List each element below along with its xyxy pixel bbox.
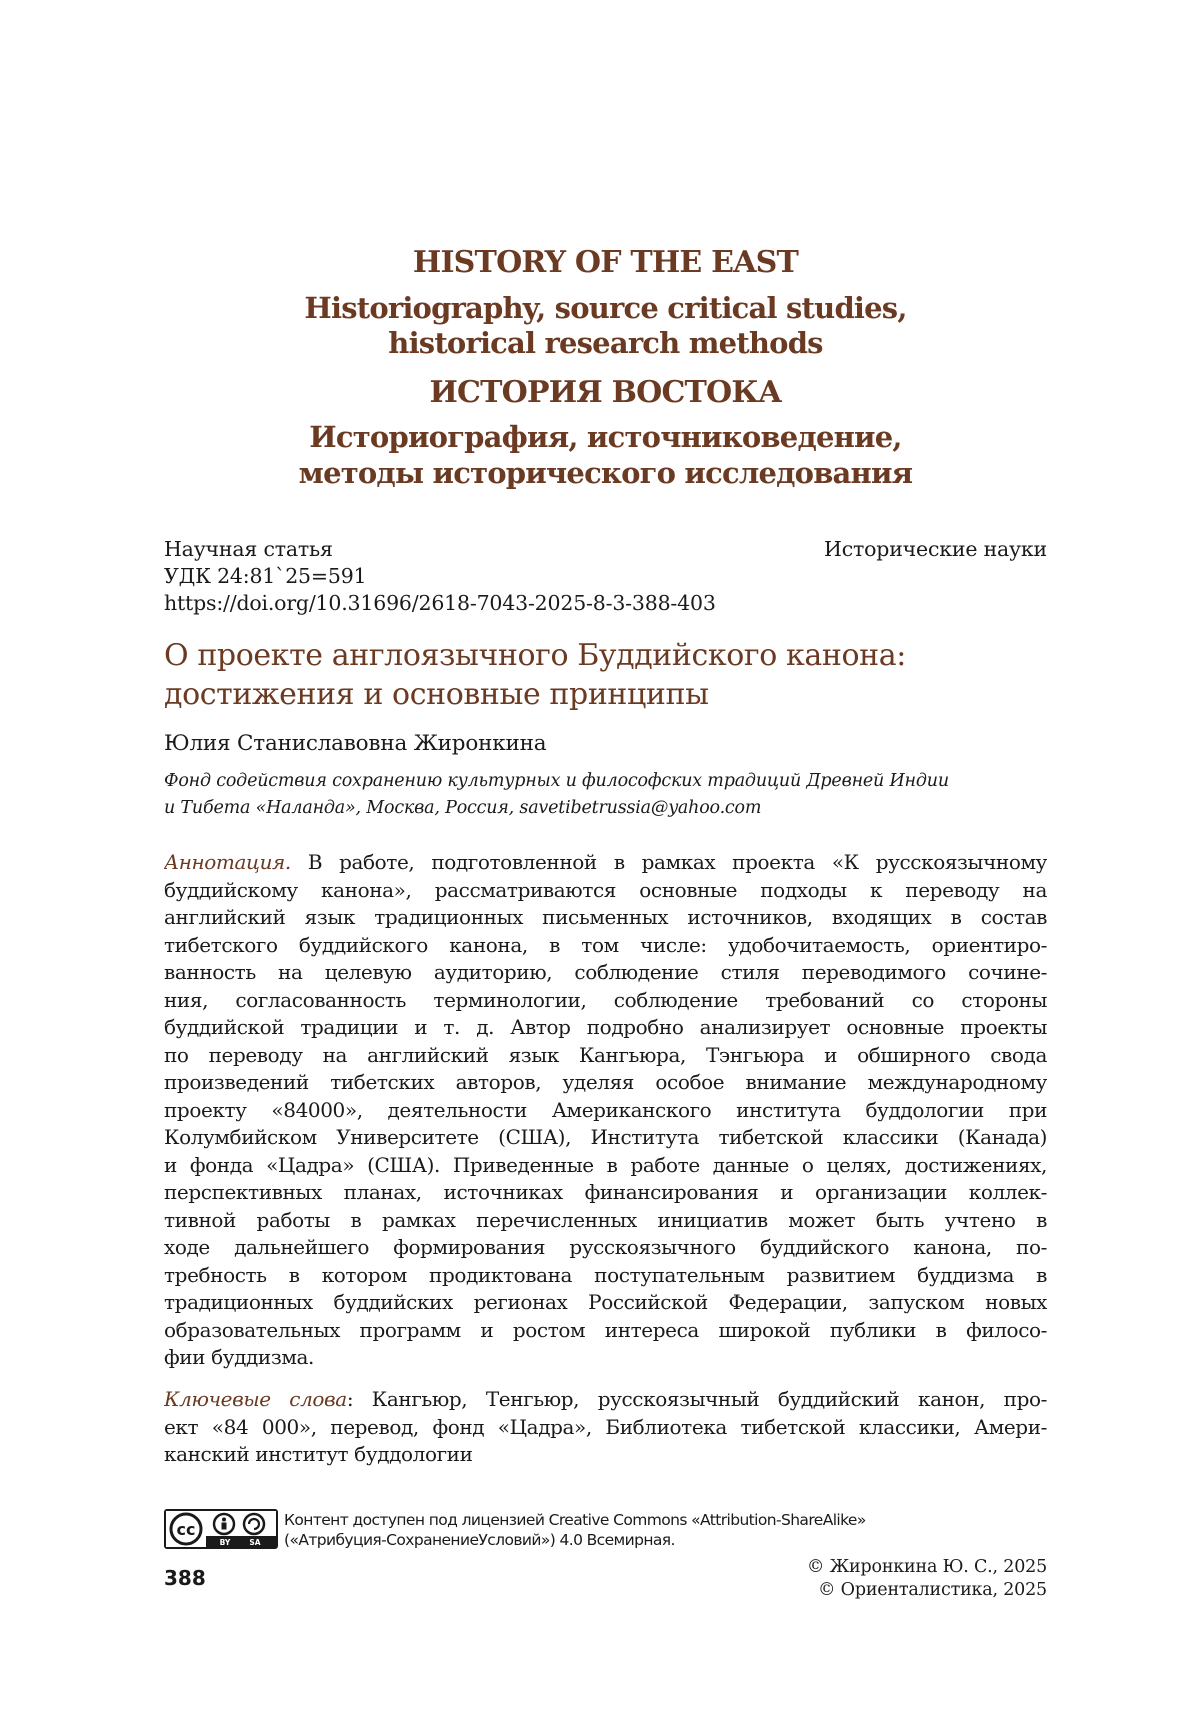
keywords-line: канский институт буддологии bbox=[164, 1442, 473, 1466]
abstract-line: Колумбийском Университете (США), Института тибетской классики (Канада) bbox=[164, 1125, 1047, 1149]
page-number: 388 bbox=[164, 1566, 206, 1590]
article-field: Исторические науки bbox=[824, 537, 1047, 561]
abstract-line: буддийскому канона», рассматриваются основные подходы к переводу на bbox=[164, 877, 1047, 902]
doi-link[interactable]: https://doi.org/10.31696/2618-7043-2025-8-3-388-403 bbox=[164, 591, 716, 615]
section-title-ru: ИСТОРИЯ ВОСТОКА bbox=[429, 375, 782, 410]
cc-sa-label: SA bbox=[249, 1538, 261, 1547]
sa-icon bbox=[244, 1514, 264, 1534]
abstract-line: ванность на целевую аудиторию, соблюдение стиля переводимого сочине- bbox=[164, 960, 1047, 984]
keywords-label: Ключевые слова bbox=[164, 1387, 347, 1411]
license-line-2: («Атрибуция-СохранениеУсловий») 4.0 Всемирная. bbox=[284, 1531, 675, 1549]
article-type: Научная статья bbox=[164, 537, 333, 561]
affiliation-line-2: и Тибета «Наланда», Москва, Россия, savetibetrussia@yahoo.com bbox=[164, 798, 762, 818]
abstract-line: ходе дальнейшего формирования русскоязычного буддийского канона, по- bbox=[164, 1235, 1047, 1259]
abstract-line: тивной работы в рамках перечисленных инициатив может быть учтено в bbox=[164, 1207, 1047, 1232]
abstract-line: ния, согласованность терминологии, соблюдение требований со стороны bbox=[164, 987, 1047, 1012]
cc-license-badge[interactable] bbox=[164, 1509, 278, 1549]
section-title-en: HISTORY OF THE EAST bbox=[412, 245, 799, 280]
license-line-1: Контент доступен под лицензией Creative Commons «Attribution-ShareAlike» bbox=[284, 1511, 866, 1529]
cc-badge-graphic bbox=[166, 1511, 276, 1547]
abstract-line: фии буддизма. bbox=[164, 1345, 314, 1369]
abstract bbox=[164, 849, 1047, 1372]
abstract-line: образовательных программ и ростом интереса широкой публики в филосо- bbox=[164, 1317, 1047, 1342]
affiliation-line-1: Фонд содействия сохранению культурных и философских традиций Древней Индии bbox=[164, 771, 949, 791]
abstract-line: Аннотация. В работе, подготовленной в рамках проекта «К русскоязычному bbox=[164, 850, 1047, 874]
copyright bbox=[807, 1556, 1047, 1602]
section-subtitle-en-2: historical research methods bbox=[388, 326, 823, 360]
article-title-line-2: достижения и основные принципы bbox=[164, 677, 709, 712]
page bbox=[164, 0, 1047, 1729]
abstract-line: перспективных планах, источниках финансирования и организации коллек- bbox=[164, 1180, 1047, 1204]
keywords-line: Ключевые слова: Кангьюр, Тенгьюр, русскоязычный буддийский канон, про- bbox=[164, 1387, 1047, 1411]
license-text bbox=[284, 1510, 1064, 1550]
abstract-line: требность в котором продиктована поступательным развитием буддизма в bbox=[164, 1262, 1047, 1287]
cc-mark-text: cc bbox=[176, 1520, 196, 1539]
abstract-line: английский язык традиционных письменных источников, входящих в состав bbox=[164, 905, 1047, 929]
abstract-line: традиционных буддийских регионах Российской Федерации, запуском новых bbox=[164, 1290, 1047, 1314]
abstract-line: проекту «84000», деятельности Американского института буддологии при bbox=[164, 1097, 1047, 1122]
abstract-line: и фонда «Цадра» (США). Приведенные в работе данные о целях, достижениях, bbox=[164, 1152, 1047, 1177]
abstract-line: тибетского буддийского канона, в том числе: удобочитаемость, ориентиро- bbox=[164, 932, 1047, 957]
keywords-line: ект «84 000», перевод, фонд «Цадра», Библиотека тибетской классики, Амери- bbox=[164, 1414, 1047, 1439]
section-subtitle-ru-2: методы исторического исследования bbox=[298, 456, 913, 490]
abstract-label: Аннотация. bbox=[164, 850, 291, 874]
article-title bbox=[164, 636, 1047, 714]
cc-by-label: BY bbox=[219, 1538, 231, 1547]
abstract-line: буддийской традиции и т. д. Автор подробно анализирует основные проекты bbox=[164, 1015, 1047, 1039]
author-name: Юлия Станиславовна Жиронкина bbox=[164, 731, 547, 756]
article-title-line-1: О проекте англоязычного Буддийского канона: bbox=[164, 638, 906, 673]
abstract-line: произведений тибетских авторов, уделяя особое внимание международному bbox=[164, 1070, 1047, 1094]
udc-code: УДК 24:81`25=591 bbox=[164, 564, 367, 588]
section-subtitle-ru-1: Историография, источниковедение, bbox=[309, 420, 902, 454]
abstract-line: по переводу на английский язык Кангьюра, Тэнгьюра и обширного свода bbox=[164, 1042, 1047, 1067]
copyright-journal: © Ориенталистика, 2025 bbox=[818, 1580, 1047, 1600]
affiliation bbox=[164, 768, 1047, 822]
keywords bbox=[164, 1386, 1047, 1469]
section-subtitle-en-1: Historiography, source critical studies, bbox=[304, 291, 907, 325]
copyright-author: © Жиронкина Ю. С., 2025 bbox=[806, 1557, 1047, 1577]
